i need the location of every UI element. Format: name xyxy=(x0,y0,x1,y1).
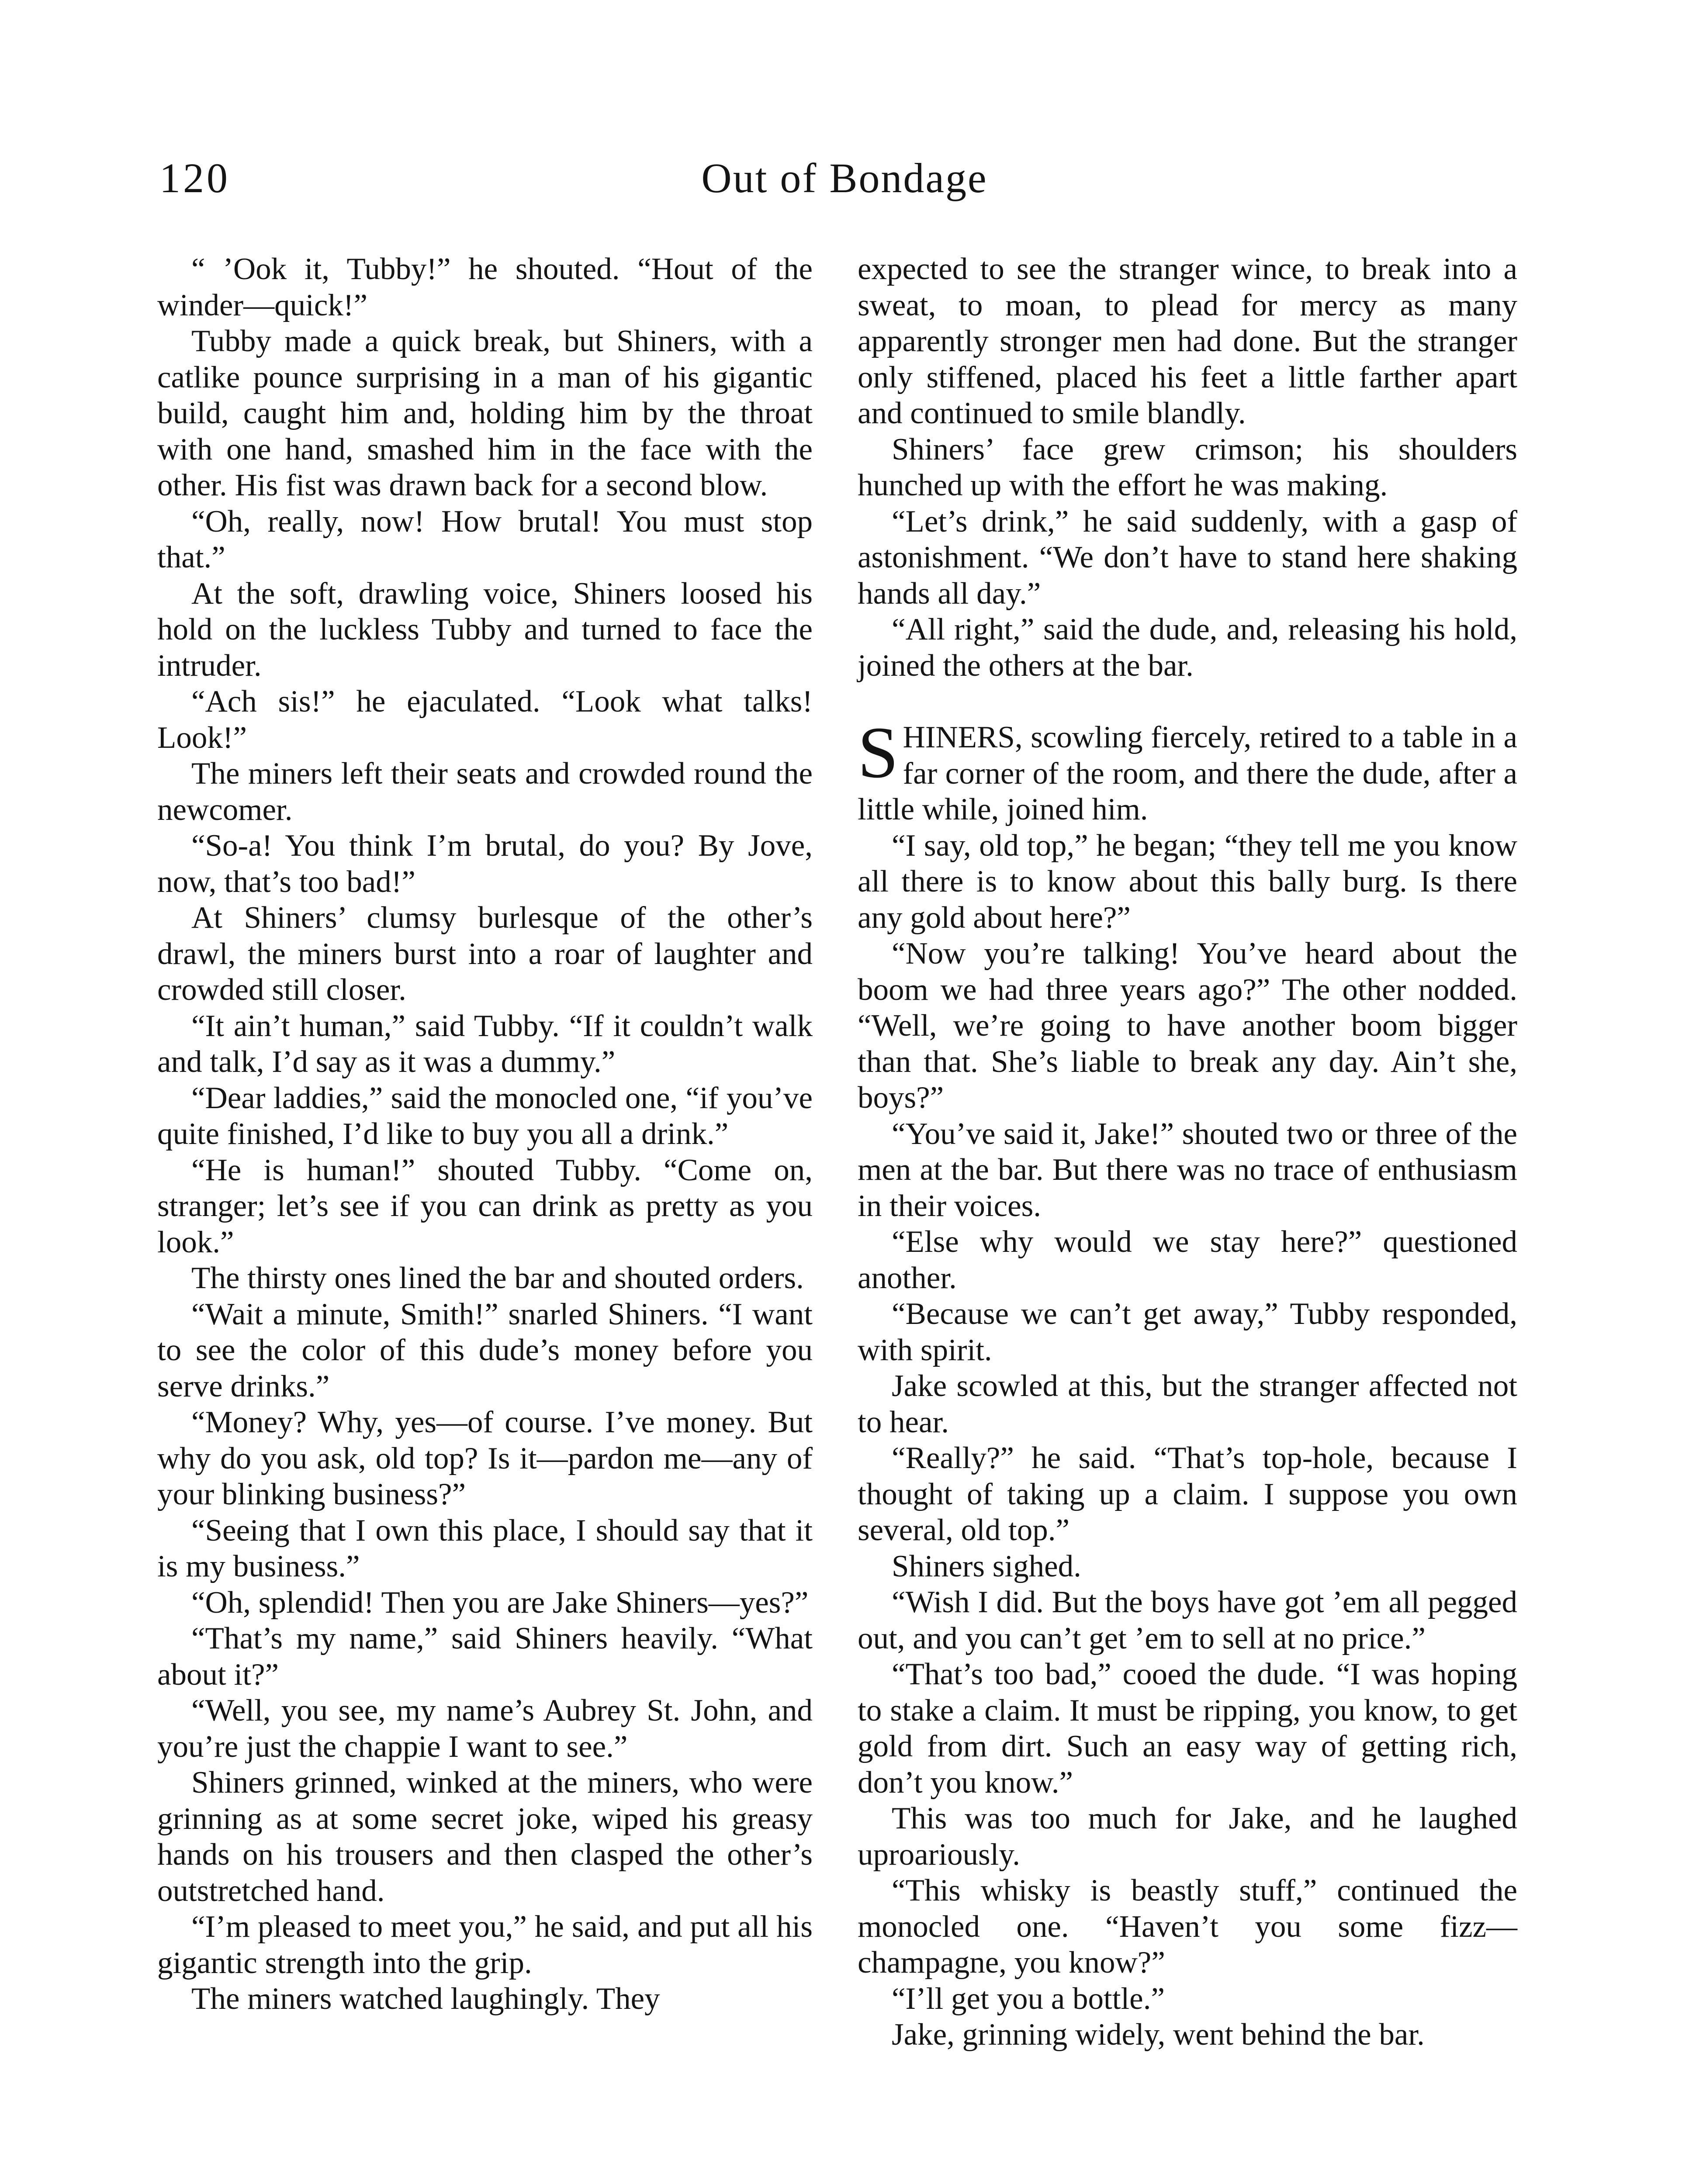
paragraph: “Let’s drink,” he said suddenly, with a gasp of astonishment. “We don’t have to stand here shaking hands all day.” xyxy=(858,504,1517,611)
paragraph: The miners left their seats and crowded round the newcomer. xyxy=(157,757,813,827)
paragraph: “ ’Ook it, Tubby!” he shouted. “Hout of the winder—quick!” xyxy=(157,252,813,322)
paragraph: “I’m pleased to meet you,” he said, and put all his gigantic strength into the grip. xyxy=(157,1910,813,1980)
paragraph: “Because we can’t get away,” Tubby responded, with spirit. xyxy=(858,1297,1517,1367)
paragraph: “Wait a minute, Smith!” snarled Shiners. “I want to see the color of this dude’s money before you serve drinks.” xyxy=(157,1297,813,1403)
page-number: 120 xyxy=(159,155,230,201)
paragraph: Jake scowled at this, but the stranger affected not to hear. xyxy=(858,1369,1517,1439)
paragraph: “This whisky is beastly stuff,” continued the monocled one. “Haven’t you some fizz—champagne, you know?” xyxy=(858,1873,1517,1980)
paragraph: “So-a! You think I’m brutal, do you? By Jove, now, that’s too bad!” xyxy=(157,829,813,899)
paragraph: This was too much for Jake, and he laughed uproariously. xyxy=(858,1801,1517,1872)
paragraph: “Else why would we stay here?” questioned another. xyxy=(858,1225,1517,1295)
paragraph: “That’s my name,” said Shiners heavily. “What about it?” xyxy=(157,1621,813,1692)
paragraph: The miners watched laughingly. They xyxy=(191,1982,660,2016)
paragraph: “That’s too bad,” cooed the dude. “I was hoping to stake a claim. It must be ripping, you know, to get gold from dirt. Such an easy way of getting rich, don’t you know.” xyxy=(858,1657,1517,1800)
paragraph: “I say, old top,” he began; “they tell me you know all there is to know about this bally burg. Is there any gold about here?” xyxy=(858,828,1517,935)
paragraph: Tubby made a quick break, but Shiners, with a catlike pounce surprising in a man of his gigantic build, caught him and, holding him by the throat with one hand, smashed him in the face with the other. His fist was drawn back for a second blow. xyxy=(157,324,813,502)
right-column xyxy=(858,251,1517,2053)
paragraph: “Well, you see, my name’s Aubrey St. John, and you’re just the chappie I want to see.” xyxy=(157,1693,813,1764)
paragraph: Shiners sighed. xyxy=(892,1549,1081,1583)
running-title: Out of Bondage xyxy=(701,155,988,201)
paragraph: “Wish I did. But the boys have got ’em all pegged out, and you can’t get ’em to sell at no price.” xyxy=(858,1585,1517,1655)
paragraph: “Seeing that I own this place, I should say that it is my business.” xyxy=(157,1513,813,1583)
paragraph: “Oh, splendid! Then you are Jake Shiners—yes?” xyxy=(191,1585,809,1620)
paragraph: “It ain’t human,” said Tubby. “If it couldn’t walk and talk, I’d say as it was a dummy.” xyxy=(157,1009,813,1079)
paragraph: At Shiners’ clumsy burlesque of the other’s drawl, the miners burst into a roar of laughter and crowded still closer. xyxy=(157,901,813,1007)
paragraph: Shiners grinned, winked at the miners, who were grinning as at some secret joke, wiped his greasy hands on his trousers and then clasped the other’s outstretched hand. xyxy=(157,1766,813,1908)
paragraph: “Really?” he said. “That’s top-hole, because I thought of taking up a claim. I suppose you own several, old top.” xyxy=(858,1441,1517,1547)
paragraph: “You’ve said it, Jake!” shouted two or three of the men at the bar. But there was no trace of enthusiasm in their voices. xyxy=(858,1116,1517,1223)
paragraph: “Dear laddies,” said the monocled one, “if you’ve quite finished, I’d like to buy you all a drink.” xyxy=(157,1081,813,1151)
paragraph: Jake, grinning widely, went behind the bar. xyxy=(892,2018,1425,2052)
paragraph: “Ach sis!” he ejaculated. “Look what talks! Look!” xyxy=(157,684,813,755)
paragraph: “All right,” said the dude, and, releasing his hold, joined the others at the bar. xyxy=(858,612,1517,683)
left-column xyxy=(157,251,813,2017)
paragraph-continued: expected to see the stranger wince, to break into a sweat, to moan, to plead for mercy as many apparently stronger men had done. But the stranger only stiffened, placed his feet a little farther apart and continued to smile blandly. xyxy=(858,252,1517,430)
paragraph: “Money? Why, yes—of course. I’ve money. But why do you ask, old top? Is it—pardon me—any of your blinking business?” xyxy=(157,1405,813,1511)
paragraph: “Oh, really, now! How brutal! You must stop that.” xyxy=(157,504,813,574)
section-opening-paragraph xyxy=(858,712,1517,828)
section-opening-text: HINERS, scowling fiercely, retired to a table in a far corner of the room, and there the dude, after a little while, joined him. xyxy=(858,720,1517,826)
paragraph: “I’ll get you a bottle.” xyxy=(892,1981,1165,2016)
paragraph: Shiners’ face grew crimson; his shoulders hunched up with the effort he was making. xyxy=(858,432,1517,502)
drop-cap: S xyxy=(858,712,899,793)
paragraph: “He is human!” shouted Tubby. “Come on, stranger; let’s see if you can drink as pretty as you look.” xyxy=(157,1153,813,1259)
paragraph: At the soft, drawling voice, Shiners loosed his hold on the luckless Tubby and turned to face the intruder. xyxy=(157,576,813,683)
paragraph: “Now you’re talking! You’ve heard about the boom we had three years ago?” The other nodded. “Well, we’re going to have another boom bigger than that. She’s liable to break any day. Ain’t she, boys?” xyxy=(858,936,1517,1115)
paragraph: The thirsty ones lined the bar and shouted orders. xyxy=(191,1261,804,1295)
